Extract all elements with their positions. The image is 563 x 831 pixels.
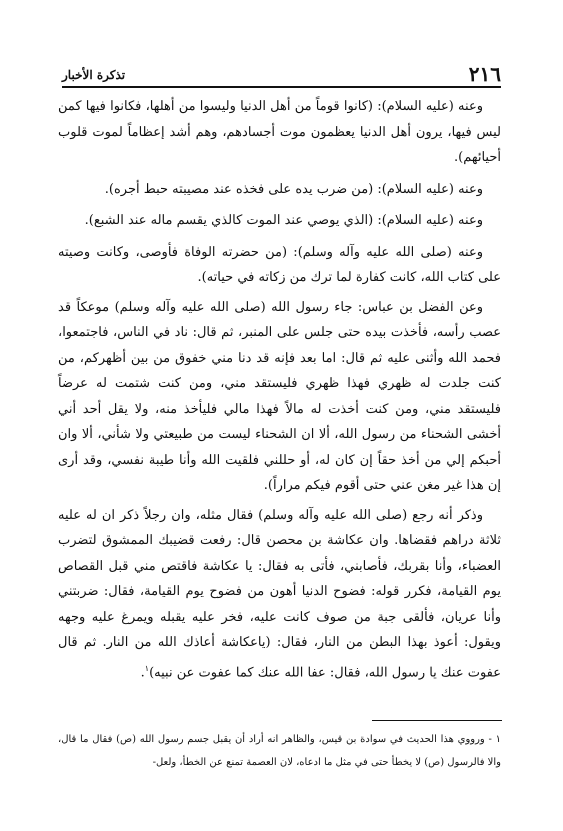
paragraph-5: وعن الفضل بن عباس: جاء رسول الله (صلى الله عليه وآله وسلم) موعكاً قد عصب رأسه، فأخذت بيده حتى جلس على المنبر، ثم قال: ناد في الناس، فاجتمعوا، فحمد الله وأثنى عليه ثم قال: اما بعد فإنه قد دنا مني خفوق من بين أظهركم، من كنت جلدت له ظهري فهذا ظهري فليستقد مني، ومن كنت شتمت له عرضاً فليستقد مني، ومن كنت أخذت له مالاً فهذا مالي فليأخذ منه، ولا يقل أحد أني أخشى الشحناء من رسول الله، ألا ان الشحناء ليست من طبيعتي ولا شأني، ألا وان أحبكم إلي من أخذ حقاً إن كان له، أو حللني فلقيت الله وأنا طيبة نفسي، وقد أرى إن هذا غير مغن عني حتى أقوم فيكم مراراً). — [58, 299, 501, 493]
paragraph-6: وذكر أنه رجع (صلى الله عليه وآله وسلم) فقال مثله، وان رجلاً ذكر ان له عليه ثلاثة دراهم فقضاها. وان عكاشة بن محصن قال: رفعت قضيبك الممشوق لتضرب العضباء، وأنا بقربك، فأصابني، فأتى به فقال: يا عكاشة فاقتص مني قبل القصاص يوم القيامة، فكرر قوله: فضوح الدنيا أهون من فضوح يوم القيامة، فقال: ضربتني وأنا عريان، فألقى جبة من صوف كانت عليه، فخر عليه يقبله ويمرغ عليه وجهه ويقول: أعوذ بهذا البطن من النار، فقال: (ياعكاشة أعاذك الله من النار. ثم قال عفوت عنك يا رسول الله، فقال: عفا الله عنك كما عفوت عن نبيه)$^١$. — [58, 507, 502, 680]
paragraph-4: وعنه (صلى الله عليه وآله وسلم): (من حضرته الوفاة فأوصى، وكانت وصيته على كتاب الله، كانت كفارة لما ترك من زكاته في حياته). — [58, 244, 501, 285]
footnote-text: ١ - ورووي هذا الحديث في سوادة بن قيس، والظاهر انه أراد أن يقبل جسم رسول الله (ص) فقال ما قال، والا فالرسول (ص) لا يخطأ حتى في مثل ما ادعاه، لان العصمة تمنع عن الخطأ، ولعل- — [58, 734, 501, 768]
body-text — [58, 94, 501, 685]
running-title: تذكرة الأخبار — [62, 68, 126, 82]
paragraph-2: وعنه (عليه السلام): (من ضرب يده على فخذه عند مصيبته حبط أجره). — [104, 181, 483, 197]
footnote — [58, 728, 501, 774]
page-number: ٢١٦ — [468, 62, 501, 86]
header-rule — [62, 86, 501, 88]
footnote-rule — [372, 720, 502, 721]
paragraph-3: وعنه (عليه السلام): (الذي يوصي عند الموت كالذي يقسم ماله عند الشبع). — [84, 213, 483, 228]
paragraph-6-text: وذكر أنه رجع (صلى الله عليه وآله وسلم) فقال مثله، وان رجلاً ذكر ان له عليه ثلاثة دراهم فقضاها. وان عكاشة بن محصن قال: رفعت قضيبك الممشوق لتضرب العضباء، وأنا بقربك، فأصابني، فأتى به فقال: يا عكاشة فاقتص مني قبل القصاص يوم القيامة، فكرر قوله: فضوح الدنيا أهون من فضوح يوم القيامة، فقال: ضربتني وأنا عريان، فألقى جبة من صوف كانت عليه، فخر عليه يقبله ويمرغ عليه وجهه ويقول: أعوذ بهذا البطن من النار، فقال: (ياعكاشة أعاذك الله من النار. ثم قال عفوت عنك يا رسول الله، فقال: عفا الله عنك كما عفوت عن نبيه) — [58, 507, 502, 680]
footnote-ref: ١ — [144, 663, 150, 673]
page-header — [62, 50, 501, 84]
paragraph-1: وعنه (عليه السلام): (كانوا قوماً من أهل الدنيا وليسوا من أهلها، فكانوا فيها كمن ليس فيها، يرون أهل الدنيا يعظمون موت أجسادهم، وهم أشد إعظاماً لموت قلوب أحيائهم). — [58, 99, 501, 165]
